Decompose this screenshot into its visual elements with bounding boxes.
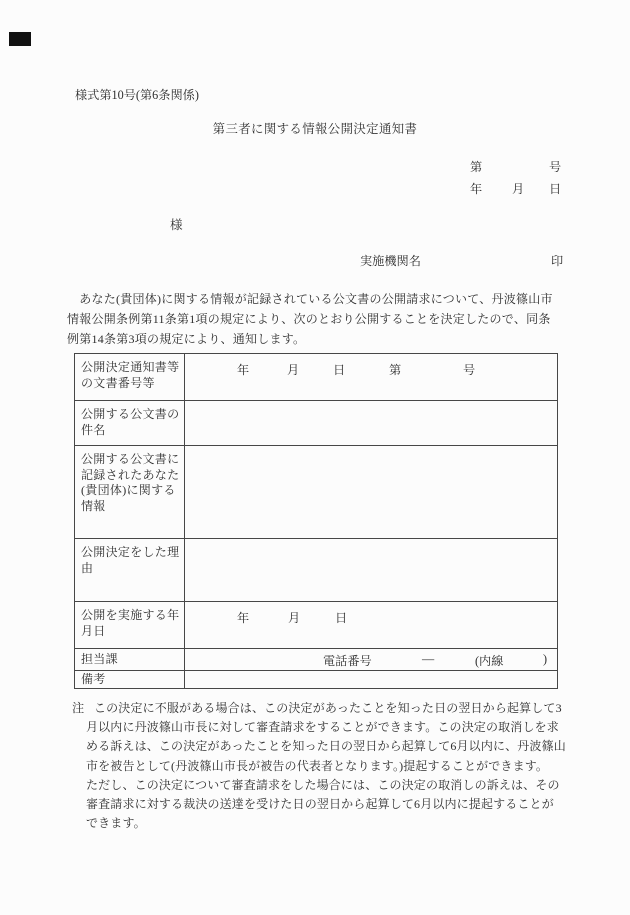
document-name-row-label <box>75 401 185 446</box>
day-token: 日 <box>335 611 348 625</box>
label-line: 記録されたあなた <box>81 467 180 482</box>
addressee-honorific: 様 <box>170 218 183 232</box>
table-row <box>75 602 558 649</box>
body-paragraph-line: 情報公開条例第11条第1項の規定により、次のとおり公開することを決定したので、同条 <box>67 312 551 326</box>
label-line: (貴団体)に関する <box>81 483 176 498</box>
disclosure-date-row-value <box>185 602 558 649</box>
disclosure-decision-table <box>74 353 558 689</box>
month-token: 月 <box>287 363 300 377</box>
scan-artifact-mark <box>9 32 31 46</box>
doc-number-row-value <box>185 354 558 401</box>
note-line: この決定に不服がある場合は、この決定があったことを知った日の翌日から起算して3 <box>94 701 562 715</box>
doc-number-row-label <box>75 354 185 401</box>
remarks-row-value <box>185 671 558 689</box>
decision-reason-row-value <box>185 539 558 602</box>
note-line: 審査請求に対する裁決の送達を受けた日の翌日から起算して6月以内に提起することが <box>86 797 554 811</box>
label-line: 情報 <box>81 498 106 513</box>
phone-dash: — <box>422 652 435 666</box>
year-token: 年 <box>237 611 250 625</box>
label-line: 担当課 <box>81 652 118 666</box>
note-line: ただし、この決定について審査請求をした場合には、この決定の取消しの訴えは、その <box>86 778 560 792</box>
day-token: 日 <box>333 363 346 377</box>
label-line: 月日 <box>81 623 106 638</box>
body-paragraph-line: あなた(貴団体)に関する情報が記録されている公文書の公開請求について、丹波篠山市 <box>67 292 553 306</box>
table-row <box>75 539 558 602</box>
doc-number-prefix: 第 <box>470 160 483 174</box>
month-token: 月 <box>288 611 301 625</box>
extension-open: (内線 <box>475 654 504 668</box>
note-line: 市を被告として(丹波篠山市長が被告の代表者となります。)提起することができます。 <box>86 759 549 773</box>
issuer-label: 実施機関名 <box>360 254 421 268</box>
document-title: 第三者に関する情報公開決定通知書 <box>212 122 418 136</box>
third-party-info-row-label <box>75 446 185 539</box>
doc-number-suffix: 号 <box>549 160 562 174</box>
label-line: の文書番号等 <box>81 375 155 390</box>
table-row <box>75 401 558 446</box>
seal-label: 印 <box>551 254 564 268</box>
label-line: 公開決定をした理 <box>81 545 180 559</box>
third-party-info-row-value <box>185 446 558 539</box>
body-paragraph-line: 例第14条第3項の規定により、通知します。 <box>67 332 306 346</box>
table-row <box>75 649 558 671</box>
form-number: 様式第10号(第6条関係) <box>75 88 199 102</box>
table-row <box>75 671 558 689</box>
department-row-label <box>75 649 185 671</box>
label-line: 備考 <box>81 672 106 686</box>
date-month-label: 月 <box>512 182 525 196</box>
label-line: 公開を実施する年 <box>81 608 180 622</box>
date-day-label: 日 <box>549 182 562 196</box>
year-token: 年 <box>237 363 250 377</box>
no-suffix-token: 号 <box>463 363 476 377</box>
note-marker: 注 <box>72 701 85 715</box>
disclosure-date-row-label <box>75 602 185 649</box>
phone-number-label: 電話番号 <box>323 654 372 668</box>
date-year-label: 年 <box>470 182 483 196</box>
note-line: 月以内に丹波篠山市長に対して審査請求をすることができます。この決定の取消しを求 <box>86 720 559 734</box>
label-line: 公開する公文書の <box>81 407 180 421</box>
table-row <box>75 446 558 539</box>
decision-reason-row-label <box>75 539 185 602</box>
label-line: 由 <box>81 560 94 575</box>
remarks-row-label <box>75 671 185 689</box>
department-row-value <box>185 649 558 671</box>
table-row <box>75 354 558 401</box>
note-line: できます。 <box>86 816 146 830</box>
label-line: 公開する公文書に <box>81 452 180 466</box>
note-line: める訴えは、この決定があったことを知った日の翌日から起算して6月以内に、丹波篠山 <box>86 739 566 753</box>
document-name-row-value <box>185 401 558 446</box>
label-line: 件名 <box>81 422 106 437</box>
no-prefix-token: 第 <box>389 363 402 377</box>
label-line: 公開決定通知書等 <box>81 360 180 374</box>
extension-close: ) <box>543 652 548 666</box>
